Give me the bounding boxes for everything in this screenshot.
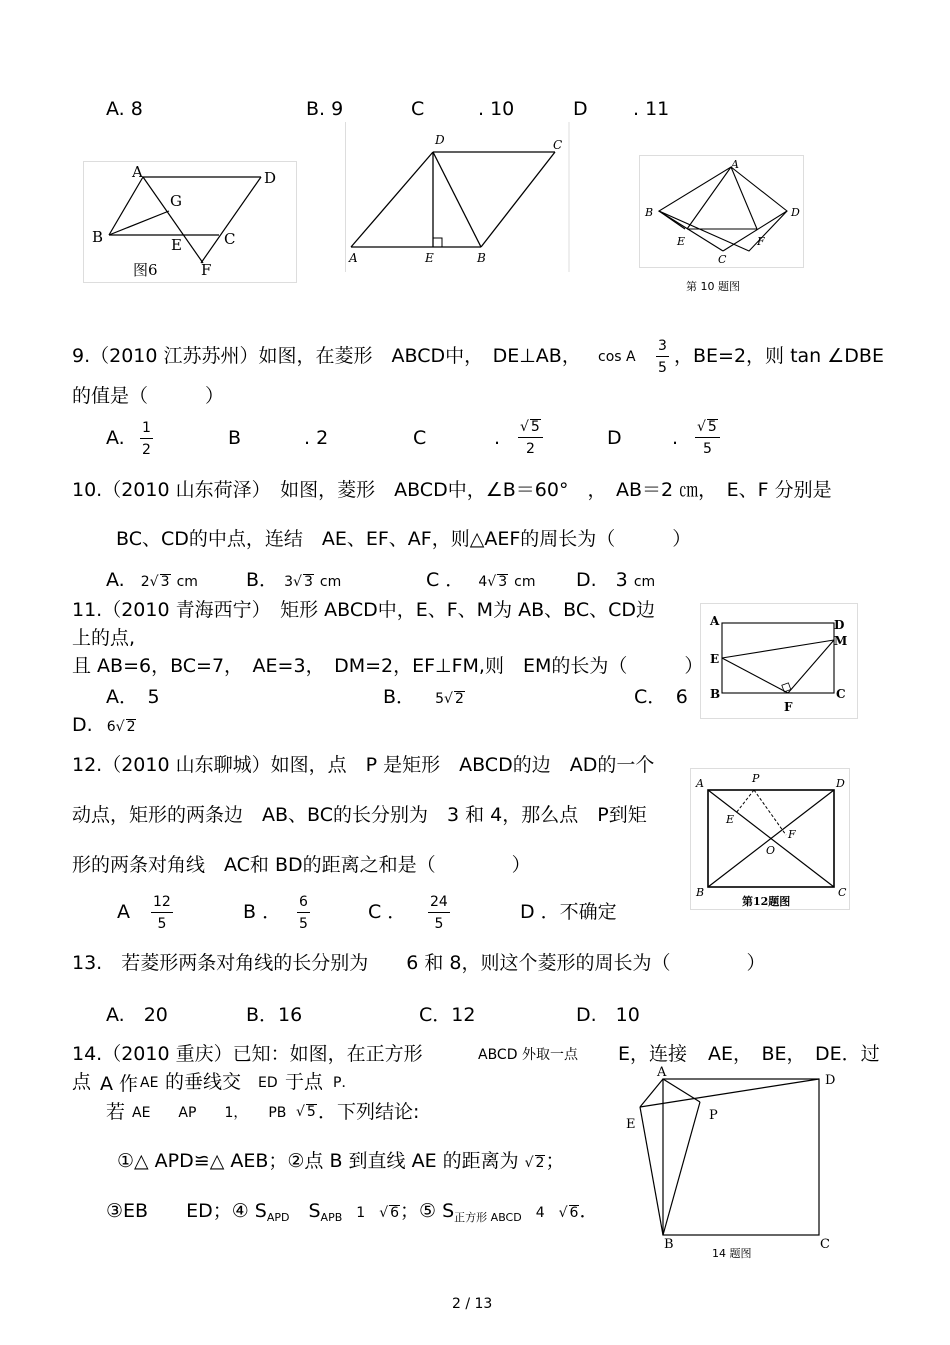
q14-c3-sub3: 正方形 ABCD [454, 1211, 522, 1224]
q12-c-num: 24 [428, 895, 450, 913]
q12-option-a-fraction [151, 895, 173, 931]
q10-line1: 10.（2010 山东荷泽） 如图，菱形 ABCD中，∠B＝60° ， AB＝2 ㎝， E、F 分别是 [72, 479, 832, 501]
top-option-a: A. 8 [106, 98, 143, 120]
fig10-label-e: E [677, 235, 686, 248]
q9-option-c-dot: . [494, 427, 501, 449]
rhombus-label-d: D [435, 133, 445, 147]
top-option-b: B. 9 [306, 98, 344, 120]
top-option-d-letter: D [573, 98, 588, 120]
fig11-label-e: E [710, 652, 720, 666]
fig14-caption: 14 题图 [712, 1247, 752, 1260]
q11-line2: 上的点, [72, 627, 136, 649]
fig12-label-a: A [696, 777, 704, 790]
q14-line1-abcd: ABCD 外取一点 [478, 1047, 578, 1063]
q11-d-rad: 2 [126, 719, 136, 735]
q14-conclusion-1-2: ①△ APD≌△ AEB；②点 B 到直线 AE 的距离为 √ 2； [117, 1150, 565, 1172]
fig6-label-d: D [264, 169, 277, 187]
q9-option-a: A. [106, 427, 125, 449]
q9-cos: cos A [598, 349, 636, 365]
q10-b-label: B． [246, 569, 279, 591]
fig12-label-f: F [788, 828, 796, 841]
q12-c-den: 5 [434, 916, 444, 932]
q14-line2-perp: 的垂线交 [165, 1071, 242, 1093]
fig12-label-d: D [836, 777, 845, 790]
figure-12-drawing [690, 768, 850, 910]
top-option-c-letter: C [411, 98, 425, 120]
q12-option-c-fraction [428, 895, 450, 931]
fig12-label-o: O [766, 844, 776, 857]
q10-b-coef: 3 [284, 574, 294, 590]
q10-c-unit: cm [514, 574, 536, 590]
q10-a-coef: 2 [140, 574, 150, 590]
q9-d-num: 5 [707, 419, 717, 435]
q9-option-b-value: . 2 [304, 427, 329, 449]
q9-c-num: 5 [530, 419, 540, 435]
q9-c-den: 2 [525, 441, 535, 457]
q14-conclusion-3-5: ③EB ED；④ $S_{APD}$ $S_{APB}$ 1 √ 6；⑤ $S_{正方形 ABCD}$ 4 √ 6． [106, 1200, 599, 1224]
fig11-label-f: F [784, 700, 793, 714]
fig14-label-a: A [657, 1065, 667, 1080]
q14-line1-ae-be-de: AE， BE， DE．过 [708, 1043, 880, 1065]
q13-option-a: A. 20 [106, 1004, 168, 1026]
figure-14 [622, 1062, 842, 1267]
q10-option-b: B． 3√ 3 cm [246, 569, 342, 591]
fig6-label-f: F [201, 261, 212, 279]
fig12-label-c: C [838, 886, 847, 899]
fig11-label-c: C [836, 687, 846, 701]
q11-option-c: C． 6 [634, 686, 688, 708]
q9-line1-tail: ，BE=2，则 tan ∠DBE [674, 345, 884, 367]
q14-line2-a: A 作 [100, 1073, 139, 1095]
figure-12 [690, 768, 850, 910]
q9-cos-fraction [656, 339, 669, 375]
q12-b-den: 5 [299, 916, 308, 932]
q13-line1: 13. 若菱形两条对角线的长分别为 6 和 8，则这个菱形的周长为（ ） [72, 952, 766, 974]
fig6-label-e: E [171, 236, 182, 254]
q9-d-den: 5 [702, 441, 712, 457]
q14-c3-sub1: APD [266, 1211, 290, 1224]
q10-a-unit: cm [176, 574, 198, 590]
q10-option-c: C ． 4√ 3 cm [426, 569, 536, 591]
figure-6-drawing [83, 161, 297, 283]
q9-option-c-fraction: $\frac{√ 5}{2}$ [518, 419, 543, 456]
fig14-label-b: B [664, 1237, 674, 1252]
figure-11 [700, 603, 858, 719]
figure-rhombus-drawing [345, 122, 570, 272]
fig10-label-d: D [791, 206, 800, 219]
top-option-c-value: . 10 [478, 98, 515, 120]
q12-option-c: C ． [368, 901, 407, 923]
q9-a-num: 1 [140, 421, 153, 439]
q11-option-d: D. 6√ 2 [72, 714, 136, 736]
page-number: 2 / 13 [452, 1296, 493, 1312]
q10-d-label: D. 3 [576, 569, 628, 591]
fig6-label-c: C [224, 230, 236, 248]
figure-6 [83, 161, 297, 283]
q14-line2-ed: ED [258, 1075, 278, 1091]
figure-10-drawing [639, 155, 805, 300]
fig6-label-g: G [170, 192, 182, 210]
q14-c1-text: ①△ APD≌△ AEB；②点 B 到直线 AE 的距离为 [117, 1150, 519, 1172]
q11-line3: 且 AB=6，BC=7， AE=3， DM=2，EF⊥FM,则 EM的长为（ ） [72, 655, 704, 677]
rhombus-label-b: B [477, 251, 486, 265]
rhombus-label-e: E [425, 251, 434, 265]
q11-d-label: D. [72, 714, 93, 736]
q14-line3-rad: 5 [306, 1104, 316, 1120]
fig6-caption: 图6 [133, 261, 158, 279]
fig14-label-d: D [825, 1073, 836, 1088]
q11-d-coef: 6 [106, 719, 116, 735]
q14-line1-start: 14.（2010 重庆）已知：如图，在正方形 [72, 1043, 423, 1065]
q14-c1-tail: ； [545, 1150, 565, 1172]
q12-b-num: 6 [297, 895, 310, 913]
q10-c-label: C ． [426, 569, 465, 591]
q12-line3: 形的两条对角线 AC和 BD的距离之和是（ ） [72, 854, 531, 876]
q9-a-den: 2 [142, 442, 151, 458]
fig6-label-b: B [92, 228, 104, 246]
q14-line3-tail: ．下列结论: [318, 1101, 420, 1123]
q9-option-d-letter: D [607, 427, 622, 449]
fig10-label-f: F [757, 235, 765, 248]
q10-a-rad: 3 [160, 574, 170, 590]
q9-frac-den: 5 [658, 360, 667, 376]
q14-line2-at: 于点 [285, 1071, 324, 1093]
q14-line2-ae: AE [140, 1075, 159, 1091]
fig11-label-d: D [834, 618, 845, 632]
q14-line3-sqrt5: √ 5 [296, 1104, 316, 1120]
fig10-label-b: B [645, 206, 654, 219]
q14-c3-rad: 6 [390, 1205, 400, 1221]
q14-c3-num: 1 [342, 1205, 380, 1221]
rhombus-label-c: C [553, 138, 563, 152]
q9-option-a-fraction [140, 421, 153, 457]
fig6-label-a: A [132, 163, 143, 181]
q12-option-b-fraction [297, 895, 310, 931]
q14-c3-text: ③EB ED；④ S [106, 1200, 267, 1222]
q14-line3-conds: AE AP 1， PB [132, 1105, 287, 1121]
q12-option-a: A [117, 901, 130, 923]
q9-option-d-fraction: $\frac{√ 5}{5}$ [695, 419, 720, 456]
figure-rhombus [345, 122, 570, 272]
figure-14-drawing [622, 1062, 842, 1267]
q14-line1-e: E，连接 [618, 1043, 688, 1065]
q13-option-c: C．12 [419, 1004, 476, 1026]
q11-option-b: B． 5√ 2 [383, 686, 464, 708]
q12-a-num: 12 [151, 895, 173, 913]
q14-c3-mid: S [289, 1200, 321, 1222]
q10-option-d [576, 571, 655, 590]
top-option-d-value: . 11 [633, 98, 670, 120]
q13-option-b: B．16 [246, 1004, 303, 1026]
q10-option-a: A. 2√ 3 cm [106, 569, 198, 591]
q9-option-c-letter: C [413, 427, 427, 449]
q14-c3-b: ；⑤ S [400, 1200, 455, 1222]
q14-c3-c: 4 [521, 1205, 559, 1221]
q10-b-unit: cm [319, 574, 342, 590]
fig14-label-c: C [820, 1237, 830, 1252]
q10-line2: BC、CD的中点，连结 AE、EF、AF，则△AEF的周长为（ ） [116, 528, 692, 550]
q9-option-b-letter: B [228, 427, 242, 449]
fig12-label-e: E [726, 813, 735, 826]
q10-c-rad: 3 [498, 574, 508, 590]
q10-a-label: A. [106, 569, 125, 591]
q12-a-den: 5 [157, 916, 167, 932]
q14-line2-point: 点 [72, 1071, 92, 1093]
q9-frac-num: 3 [656, 339, 669, 357]
fig12-label-b: B [696, 886, 705, 899]
fig10-label-a: A [731, 158, 739, 171]
fig14-label-e: E [626, 1117, 636, 1132]
q9-line1: 9.（2010 江苏苏州）如图，在菱形 ABCD中， DE⊥AB， [72, 345, 581, 367]
fig12-caption: 第12题图 [742, 895, 791, 908]
q12-option-b: B ． [243, 901, 282, 923]
fig14-label-p: P [709, 1108, 718, 1123]
q14-line3-if: 若 [106, 1101, 126, 1123]
fig12-label-p: P [752, 772, 760, 785]
q10-d-unit: cm [633, 574, 656, 590]
q12-line1: 12.（2010 山东聊城）如图，点 P 是矩形 ABCD的边 AD的一个 [72, 754, 655, 776]
fig11-label-a: A [710, 614, 720, 628]
fig11-label-b: B [710, 687, 721, 701]
figure-10 [639, 155, 805, 300]
q11-line1: 11.（2010 青海西宁） 矩形 ABCD中，E、F、M为 AB、BC、CD边 [72, 599, 656, 621]
q14-c3-sub2: APB [320, 1211, 343, 1224]
q14-line2-p: P． [333, 1075, 356, 1091]
rhombus-label-a: A [349, 251, 358, 265]
q11-b-coef: 5 [435, 691, 445, 707]
q12-option-d: D ．不确定 [520, 901, 617, 923]
q14-c3-end: ． [579, 1200, 599, 1222]
fig10-caption: 第 10 题图 [686, 280, 740, 293]
q14-c3-rad2: 6 [569, 1205, 579, 1221]
q10-b-rad: 3 [303, 574, 313, 590]
q11-option-a: A． 5 [106, 686, 160, 708]
q14-c1-rad: 2 [535, 1155, 545, 1171]
q11-b-rad: 2 [454, 691, 464, 707]
fig10-label-c: C [718, 253, 727, 266]
q12-line2: 动点，矩形的两条边 AB、BC的长分别为 3 和 4，那么点 P到矩 [72, 804, 647, 826]
q10-c-coef: 4 [478, 574, 488, 590]
fig11-label-m: M [834, 634, 848, 648]
q9-option-d-dot: . [672, 427, 679, 449]
q9-line2: 的值是（ ） [72, 385, 225, 407]
q13-option-d: D. 10 [576, 1004, 640, 1026]
q11-b-label: B． [383, 686, 416, 708]
figure-11-drawing [700, 603, 858, 719]
